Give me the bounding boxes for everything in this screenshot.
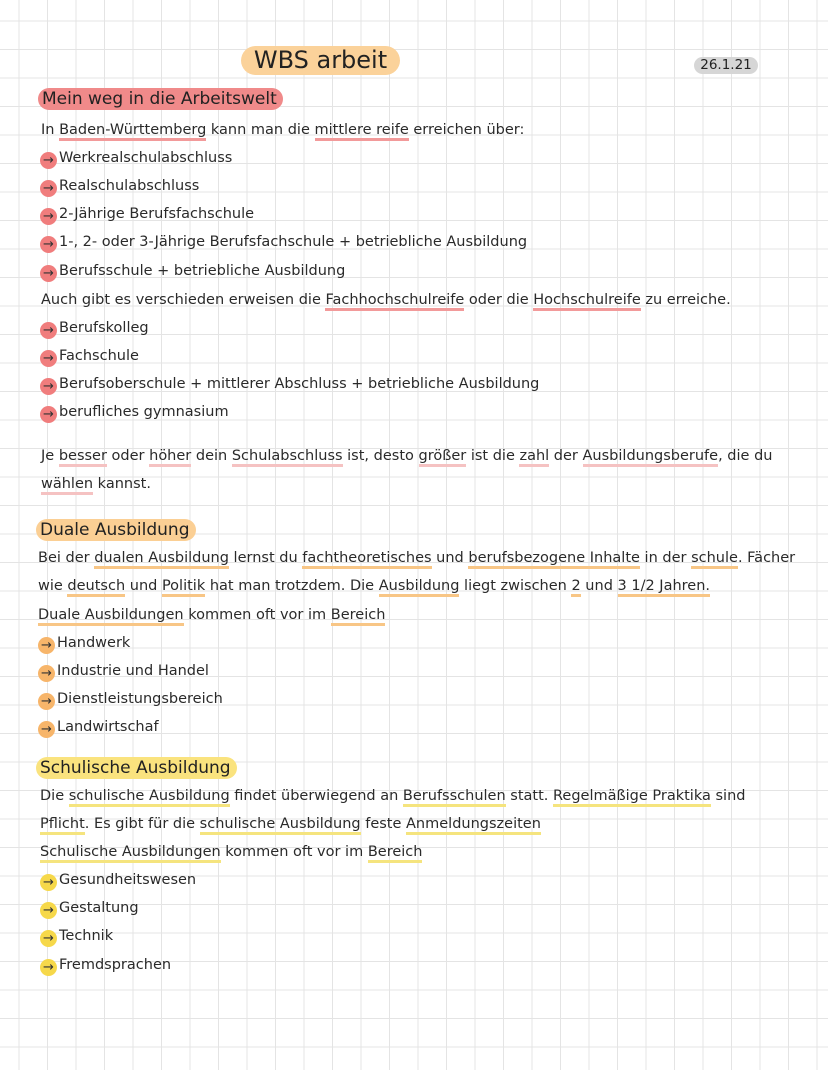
arrow-icon: →: [38, 721, 55, 738]
list-item: → Gestaltung: [40, 898, 139, 919]
paragraph-line: Duale Ausbildungen kommen oft vor im Bereich: [38, 605, 385, 625]
list-item: → 2-Jährige Berufsfachschule: [40, 204, 254, 225]
list-item: → Gesundheitswesen: [40, 870, 196, 891]
arrow-icon: →: [40, 265, 57, 282]
list-item: → Berufsoberschule + mittlerer Abschluss + betriebliche Ausbildung: [40, 374, 539, 395]
list-item: → Fremdsprachen: [40, 955, 171, 976]
arrow-icon: →: [40, 378, 57, 395]
arrow-icon: →: [38, 637, 55, 654]
arrow-icon: →: [40, 180, 57, 197]
arrow-icon: →: [40, 902, 57, 919]
list-item: → Berufskolleg: [40, 318, 149, 339]
arrow-icon: →: [40, 406, 57, 423]
list-item: → 1-, 2- oder 3-Jährige Berufsfachschule + betriebliche Ausbildung: [40, 232, 527, 253]
paragraph-line: wählen kannst.: [41, 474, 151, 494]
list-item: → Technik: [40, 926, 113, 947]
list-item: → berufliches gymnasium: [40, 402, 229, 423]
section-heading-schulische: Schulische Ausbildung: [36, 757, 237, 779]
arrow-icon: →: [38, 665, 55, 682]
list-item: → Handwerk: [38, 633, 130, 654]
arrow-icon: →: [40, 874, 57, 891]
section-heading-arbeitswelt: Mein weg in die Arbeitswelt: [38, 88, 283, 110]
arrow-icon: →: [40, 930, 57, 947]
paragraph-line: Bei der dualen Ausbildung lernst du fachtheoretisches und berufsbezogene Inhalte in der schule. Fächer: [38, 548, 795, 568]
list-item: → Werkrealschulabschluss: [40, 148, 232, 169]
arrow-icon: →: [40, 350, 57, 367]
list-item: → Landwirtschaf: [38, 717, 159, 738]
page-title: WBS arbeit: [241, 46, 400, 75]
list-item: → Fachschule: [40, 346, 139, 367]
list-item: → Industrie und Handel: [38, 661, 209, 682]
intro2-line: Auch gibt es verschieden erweisen die Fachhochschulreife oder die Hochschulreife zu erreiche.: [41, 290, 731, 310]
arrow-icon: →: [38, 693, 55, 710]
paragraph-line: Die schulische Ausbildung findet überwiegend an Berufsschulen statt. Regelmäßige Praktika sind: [40, 786, 745, 806]
list-item: → Realschulabschluss: [40, 176, 199, 197]
paragraph-line: Schulische Ausbildungen kommen oft vor im Bereich: [40, 842, 422, 862]
arrow-icon: →: [40, 236, 57, 253]
paragraph-line: wie deutsch und Politik hat man trotzdem. Die Ausbildung liegt zwischen 2 und 3 1/2 Jahren.: [38, 576, 710, 596]
date-badge: 26.1.21: [694, 57, 758, 74]
paragraph-line: Pflicht. Es gibt für die schulische Ausbildung feste Anmeldungszeiten: [40, 814, 541, 834]
paragraph-line: Je besser oder höher dein Schulabschluss ist, desto größer ist die zahl der Ausbildungsberufe, die du: [41, 446, 772, 466]
arrow-icon: →: [40, 152, 57, 169]
intro-line: In Baden-Württemberg kann man die mittlere reife erreichen über:: [41, 120, 524, 140]
arrow-icon: →: [40, 322, 57, 339]
arrow-icon: →: [40, 959, 57, 976]
section-heading-duale: Duale Ausbildung: [36, 519, 196, 541]
list-item: → Dienstleistungsbereich: [38, 689, 223, 710]
arrow-icon: →: [40, 208, 57, 225]
list-item: → Berufsschule + betriebliche Ausbildung: [40, 261, 345, 282]
